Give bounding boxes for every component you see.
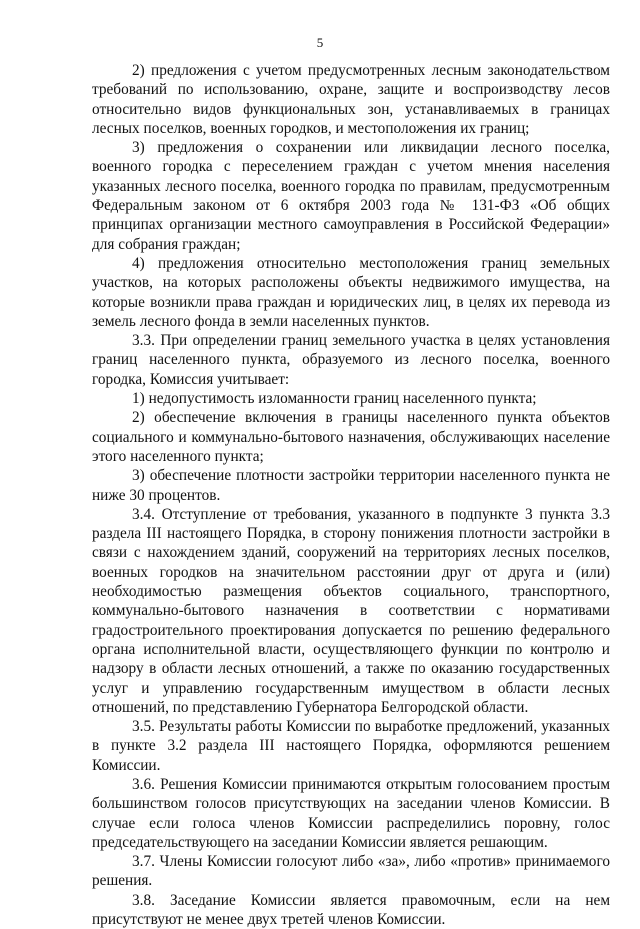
paragraph-3-3: 3.3. При определении границ земельного участка в целях установления границ населенного пункта, образуемого из лесного поселка, военного городка, Комиссия учитывает:: [92, 332, 610, 388]
paragraph-3-8: 3.8. Заседание Комиссии является правомочным, если на нем присутствуют не менее двух третей членов Комиссии.: [92, 891, 610, 929]
paragraph-3-3-item-1: 1) недопустимость изломанности границ населенного пункта;: [132, 390, 537, 408]
paragraph-3-7: 3.7. Члены Комиссии голосуют либо «за», либо «против» принимаемого решения.: [92, 853, 610, 890]
document-body: [92, 61, 610, 929]
paragraph-3-3-item-3: 3) обеспечение плотности застройки территории населенного пункта не ниже 30 процентов.: [92, 467, 610, 504]
paragraph-item-2-proposals-forest-law: 2) предложения с учетом предусмотренных лесным законодательством требований по использованию, охране, защите и воспроизводству лесов относительно видов функциональных зон, устанавливаемых в границах лесных поселков, военных городков, и местоположения их границ;: [92, 62, 610, 137]
paragraph-item-3-proposals-preservation: 3) предложения о сохранении или ликвидации лесного поселка, военного городка с переселением граждан с учетом мнения населения указанных лесного поселка, военного городка по правилам, предусмотренным Федеральным законом от 6 октября 2003 года № 131-ФЗ «Об общих принципах организации местного самоуправления в Российской Федерации» для собрания граждан;: [92, 139, 610, 253]
page-number: 5: [316, 35, 324, 50]
paragraph-3-3-item-2: 2) обеспечение включения в границы населенного пункта объектов социального и коммунально-бытового назначения, обслуживающих население этого населенного пункта;: [92, 409, 610, 465]
paragraph-3-6: 3.6. Решения Комиссии принимаются открытым голосованием простым большинством голосов присутствующих на заседании членов Комиссии. В случае если голоса членов Комиссии распределились поровну, голос председательствующего на заседании Комиссии является решающим.: [92, 775, 610, 851]
paragraph-3-5: 3.5. Результаты работы Комиссии по выработке предложений, указанных в пункте 3.2 раздела III настоящего Порядка, оформляются решением Комиссии.: [92, 718, 610, 774]
paragraph-3-4: 3.4. Отступление от требования, указанного в подпункте 3 пункта 3.3 раздела III настоящего Порядка, в сторону понижения плотности застройки в связи с нахождением зданий, сооружений на территориях лесных поселков, военных городков на значительном расстоянии друг от друга и (или) необходимостью размещения объектов социального, транспортного, коммунально-бытового назначения в соответствии с нормативами градостроительного проектирования допускается по решению федерального органа исполнительной власти, осуществляющего функции по контролю и надзору в области лесных отношений, а также по оказанию государственных услуг и управлению государственным имуществом в области лесных отношений, по представлению Губернатора Белгородской области.: [92, 505, 610, 716]
paragraph-item-4-proposals-land-plots: 4) предложения относительно местоположения границ земельных участков, на которых расположены объекты недвижимого имущества, на которые возникли права граждан и юридических лиц, в целях их перевода из земель лесного фонда в земли населенных пунктов.: [92, 254, 610, 330]
